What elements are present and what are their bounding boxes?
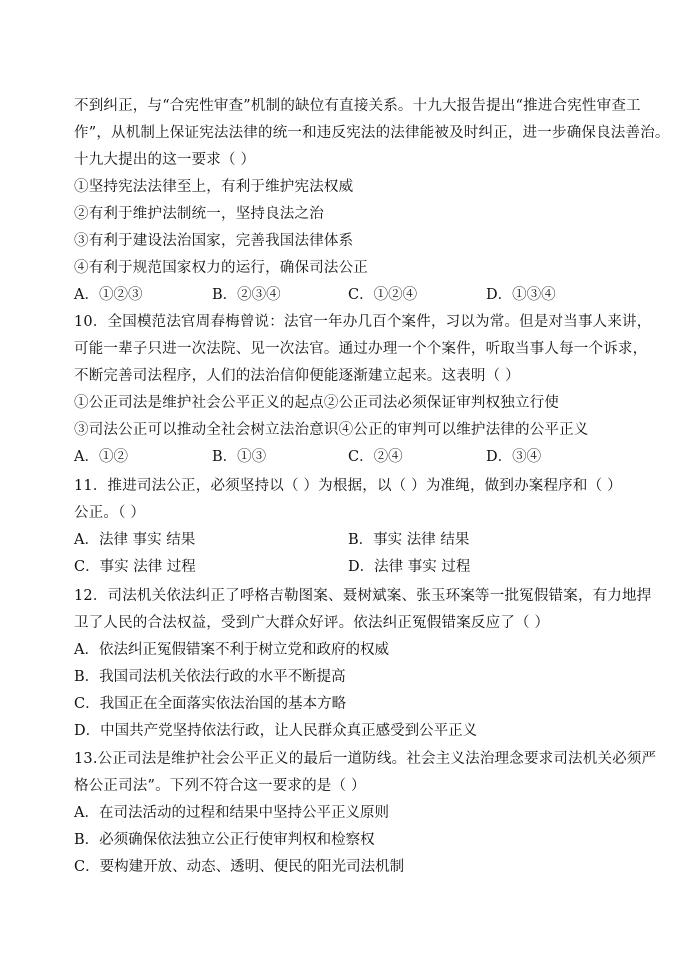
q13-text-line-1: 13.公正司法是维护社会公平正义的最后一道防线。社会主义法治理念要求司法机关必须严 (74, 751, 657, 767)
q11-text-line-1: 11．推进司法公正，必须坚持以（ ）为根据，以（ ）为准绳，做到办案程序和（ ） (74, 478, 622, 494)
q9-option-d: D．①③④ (486, 287, 556, 303)
q9-statement-2: ②有利于维护法制统一，坚持良法之治 (74, 206, 324, 222)
q12-option-a: A．依法纠正冤假错案不利于树立党和政府的权威 (74, 642, 389, 658)
q9-option-c: C．①②④ (348, 287, 418, 303)
q10-text-line-2: 可能一辈子只进一次法院、见一次法官。通过办理一个个案件，听取当事人每一个诉求， (74, 341, 648, 357)
q12-option-c: C．我国正在全面落实依法治国的基本方略 (74, 696, 347, 712)
q10-text-line-3: 不断完善司法程序，人们的法治信仰便能逐渐建立起来。这表明（ ） (74, 368, 520, 384)
q12-text-line-1: 12．司法机关依法纠正了呼格吉勒图案、聂树斌案、张玉环案等一批冤假错案，有力地捍 (74, 588, 652, 604)
q13-option-c: C．要构建开放、动态、透明、便民的阳光司法机制 (74, 859, 405, 875)
q13-text-line-2: 格公正司法”。下列不符合这一要求的是（ ） (74, 778, 366, 794)
q9-statement-4: ④有利于规范国家权力的运行，确保司法公正 (74, 260, 368, 276)
q9-text-line-2: 作”，从机制上保证宪法法律的统一和违反宪法的法律能被及时纠正，进一步确保良法善治。 (74, 125, 670, 141)
q10-option-c: C．②④ (348, 449, 403, 465)
q10-statements-3-4: ③司法公正可以推动全社会树立法治意识④公正的审判可以维护法律的公平正义 (74, 422, 589, 438)
q12-text-line-2: 卫了人民的合法权益，受到广大群众好评。依法纠正冤假错案反应了（ ） (74, 615, 550, 631)
q9-statement-3: ③有利于建设法治国家，完善我国法律体系 (74, 233, 354, 249)
q10-option-a: A．①② (74, 449, 128, 465)
q10-option-b: B．①③ (212, 449, 267, 465)
q10-option-d: D．③④ (486, 449, 542, 465)
q12-option-b: B．我国司法机关依法行政的水平不断提高 (74, 669, 346, 685)
q11-option-b: B．事实 法律 结果 (348, 532, 470, 548)
q11-text-line-2: 公正。（ ） (74, 505, 146, 521)
q9-question-stem: 十九大提出的这一要求（ ） (74, 152, 256, 168)
q9-text-line-1: 不到纠正，与“合宪性审查”机制的缺位有直接关系。十九大报告提出“推进合宪性审查工 (74, 98, 641, 114)
q13-option-b: B．必须确保依法独立公正行使审判权和检察权 (74, 832, 375, 848)
q10-statements-1-2: ①公正司法是维护社会公平正义的起点②公正司法必须保证审判权独立行使 (74, 395, 560, 411)
q9-option-b: B．②③④ (212, 287, 281, 303)
q11-option-a: A．法律 事实 结果 (74, 532, 196, 548)
q13-option-a: A．在司法活动的过程和结果中坚持公平正义原则 (74, 805, 389, 821)
q10-text-line-1: 10．全国模范法官周春梅曾说：法官一年办几百个案件，习以为常。但是对当事人来讲， (74, 314, 652, 330)
q9-option-a: A．①②③ (74, 287, 143, 303)
q11-option-c: C．事实 法律 过程 (74, 559, 196, 575)
q11-option-d: D．法律 事实 过程 (348, 559, 471, 575)
q12-option-d: D．中国共产党坚持依法行政，让人民群众真正感受到公平正义 (74, 723, 478, 739)
q9-statement-1: ①坚持宪法法律至上，有利于维护宪法权威 (74, 179, 354, 195)
